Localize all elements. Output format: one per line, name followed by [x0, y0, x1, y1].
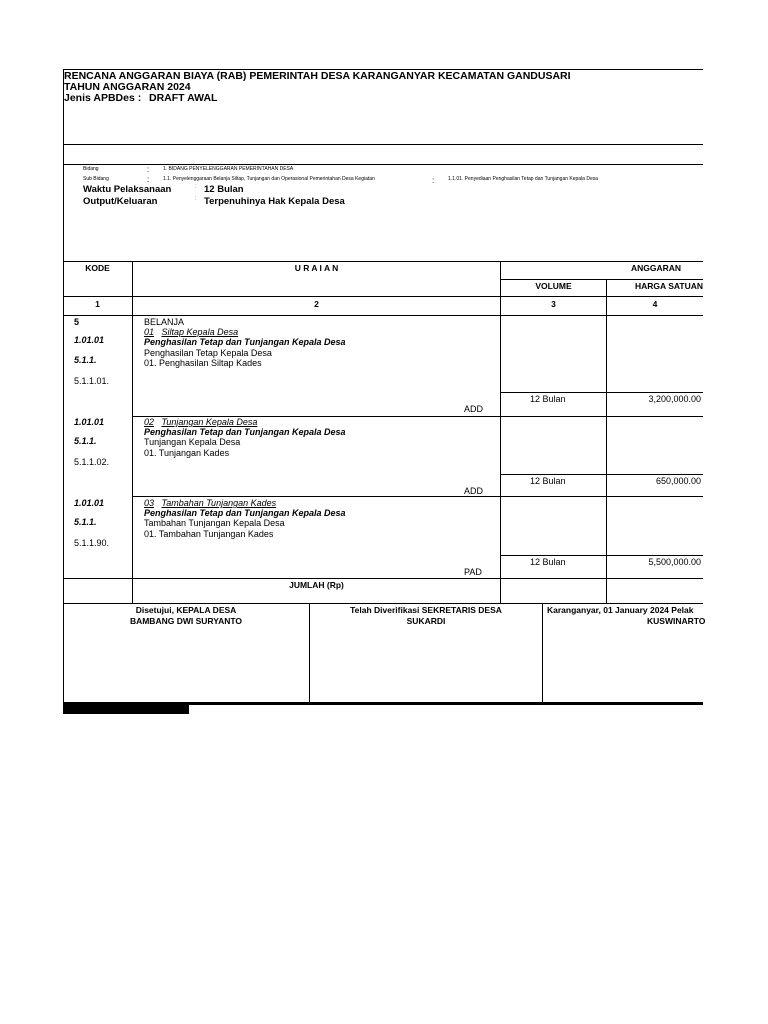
waktu-label: Waktu Pelaksanaan: [83, 184, 172, 195]
section-3-value-divider: [500, 555, 703, 556]
kegiatan-colon: :: [432, 176, 435, 185]
kades-name: BAMBANG DWI SURYANTO: [129, 616, 243, 626]
section-2-bottom: [132, 496, 703, 497]
col-uraian-header: U R A I A N: [294, 263, 339, 273]
sekdes-title: Telah Diverifikasi SEKRETARIS DESA: [350, 605, 502, 615]
output-colon: :: [195, 196, 197, 202]
section-3-group: Penghasilan Tetap dan Tunjangan Kepala Desa: [144, 508, 346, 518]
col-anggaran-header: ANGGARAN: [630, 263, 682, 273]
section-2-item: 01. Tunjangan Kades: [144, 448, 230, 458]
section-1-item: 01. Penghasilan Siltap Kades: [144, 358, 262, 368]
jumlah-label: JUMLAH (Rp): [289, 580, 344, 590]
jenis-apbdes-value: DRAFT AWAL: [149, 92, 218, 104]
table-top-border: [63, 261, 703, 262]
output-label: Output/Keluaran: [83, 196, 158, 207]
jumlah-top-border: [63, 578, 703, 579]
kode-column-line: [132, 261, 133, 604]
col-volume-header: VOLUME: [535, 281, 572, 291]
section-1-group: Penghasilan Tetap dan Tunjangan Kepala Desa: [144, 337, 346, 347]
section-1-title-text: Siltap Kepala Desa: [161, 327, 239, 337]
subbidang-colon: :: [147, 175, 150, 184]
section-2-sub: Tunjangan Kepala Desa: [144, 437, 241, 447]
bidang-value: 1. BIDANG PENYELENGGARAN PEMERINTAHAN DESA: [163, 166, 294, 172]
anggaran-sub-divider: [500, 279, 703, 280]
section-2-source: ADD: [464, 486, 484, 496]
section-1-source: ADD: [464, 404, 484, 414]
section-2-kode-rekening: 5.1.1.: [74, 436, 97, 446]
section-1-title: [144, 327, 238, 337]
section-3-item: 01. Tambahan Tunjangan Kades: [144, 529, 274, 539]
jumlah-bottom-border: [63, 603, 703, 604]
section-3-volume: 12 Bulan: [530, 557, 566, 567]
signature-divider-2: [542, 603, 543, 703]
subbidang-label: Sub Bidang: [83, 176, 109, 182]
section-2-kode-item: 5.1.1.02.: [74, 457, 110, 467]
kades-title: Disetujui, KEPALA DESA: [135, 605, 237, 615]
kegiatan-value: 1.1.01. Penyediaan Penghasilan Tetap dan Tunjangan Kepala Desa: [448, 176, 599, 182]
section-3-title-text: Tambahan Tunjangan Kades: [161, 498, 277, 508]
jenis-apbdes-label: Jenis APBDes :: [64, 92, 142, 104]
section-1-sub: Penghasilan Tetap Kepala Desa: [144, 348, 272, 358]
col-kode-header: KODE: [85, 263, 110, 273]
section-3-harga: 5,500,000.00: [648, 557, 701, 567]
uraian-column-line: [500, 261, 501, 604]
info-divider: [63, 164, 703, 165]
sekdes-name: SUKARDI: [406, 616, 446, 626]
section-3-sub: Tambahan Tunjangan Kepala Desa: [144, 518, 285, 528]
section-1-kode-rekening: 5.1.1.: [74, 355, 97, 365]
output-value: Terpenuhinya Hak Kepala Desa: [204, 196, 345, 207]
waktu-value: 12 Bulan: [204, 184, 244, 195]
bidang-label: Bidang: [83, 166, 99, 172]
section-2-harga: 650,000.00: [655, 476, 701, 486]
section-3-title: [144, 498, 276, 508]
header-divider: [63, 144, 703, 145]
col-number-3: 3: [551, 299, 556, 309]
section-3-title-number: 03: [144, 498, 155, 508]
section-2-value-divider: [500, 474, 703, 475]
col-number-1: 1: [95, 299, 100, 309]
pelaksana-name: KUSWINARTO: [647, 616, 706, 626]
bidang-colon: :: [147, 165, 150, 174]
section-2-title-text: Tunjangan Kepala Desa: [161, 417, 258, 427]
section-3-kode-rekening: 5.1.1.: [74, 517, 97, 527]
section-1-value-divider: [500, 392, 703, 393]
subbidang-value: 1.1. Penyelenggaraan Belanja Siltap, Tunjangan dan Operasional Pemerintahan Desa Kegiatan: [163, 176, 375, 182]
section-1-title-number: 01: [144, 327, 155, 337]
section-3-kode-kegiatan: 1.01.01: [74, 498, 105, 508]
section-2-volume: 12 Bulan: [530, 476, 566, 486]
section-1-kode-kegiatan: 1.01.01: [74, 335, 105, 345]
pelaksana-title: Karanganyar, 01 January 2024 Pelak: [547, 605, 694, 615]
section-1-harga: 3,200,000.00: [648, 394, 701, 404]
section-2-title: [144, 417, 257, 427]
section-2-title-number: 02: [144, 417, 155, 427]
col-number-2: 2: [314, 299, 319, 309]
section-3-kode-item: 5.1.1.90.: [74, 538, 110, 548]
document-title: RENCANA ANGGARAN BIAYA (RAB) PEMERINTAH DESA KARANGANYAR KECAMATAN GANDUSARI: [64, 70, 571, 82]
belanja-label: BELANJA: [144, 317, 185, 327]
bottom-black-bar: [63, 705, 189, 714]
col-harga-header: HARGA SATUAN: [635, 281, 703, 291]
section-1-volume: 12 Bulan: [530, 394, 566, 404]
waktu-colon: :: [195, 184, 197, 190]
fiscal-year: TAHUN ANGGARAN 2024: [64, 81, 191, 93]
section-3-source: PAD: [464, 567, 482, 577]
col-number-4: 4: [652, 299, 658, 309]
section-2-kode-kegiatan: 1.01.01: [74, 417, 105, 427]
header-bottom-border: [63, 296, 703, 297]
belanja-code: 5: [74, 317, 80, 327]
section-2-group: Penghasilan Tetap dan Tunjangan Kepala Desa: [144, 427, 346, 437]
section-1-kode-item: 5.1.1.01.: [74, 376, 110, 386]
number-row-border: [63, 315, 703, 316]
